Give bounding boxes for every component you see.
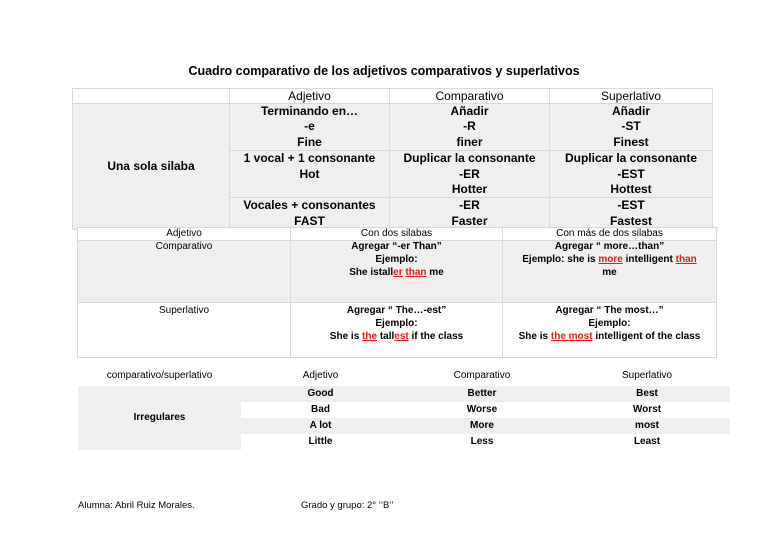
table-cell: Worse xyxy=(400,402,564,418)
header-superlativo: Superlativo xyxy=(564,368,730,384)
cell-line: -R xyxy=(463,119,476,134)
row-label: Una sola silaba xyxy=(73,104,230,230)
table-cell: Little xyxy=(241,434,400,450)
table-cell: Best xyxy=(564,386,730,402)
grade-group: Grado y grupo: 2° ‘’B’’ xyxy=(301,500,394,511)
table-cell: Good xyxy=(241,386,400,402)
cell-line: Duplicar la consonante xyxy=(564,151,698,166)
two-syllable-table xyxy=(77,227,717,358)
table-header-row xyxy=(73,89,713,104)
cell-line: Agregar “ The…-est” xyxy=(346,305,447,316)
cell-line: -e xyxy=(304,119,315,134)
cell-line: -ST xyxy=(621,119,641,134)
table-cell xyxy=(291,303,503,358)
header-comparativo: Comparativo xyxy=(390,89,550,104)
cell-line: me xyxy=(602,266,617,278)
cell-line: Terminando en… xyxy=(260,104,359,118)
cell-line: Añadir xyxy=(450,104,489,118)
table-cell: Worst xyxy=(564,402,730,418)
header-comparativo-superlativo: comparativo/superlativo xyxy=(78,368,241,384)
header-superlativo: Superlativo xyxy=(550,89,713,104)
cell-line xyxy=(503,331,716,344)
table-row xyxy=(78,386,730,402)
header-adjetivo: Adjetivo xyxy=(78,228,291,241)
table-cell xyxy=(390,104,550,151)
table-cell: Bad xyxy=(241,402,400,418)
cell-line xyxy=(291,331,502,344)
cell-line: Fine xyxy=(297,134,322,149)
cell-line: Hottest xyxy=(610,182,652,197)
highlight-text: more xyxy=(598,253,623,265)
table-cell xyxy=(503,303,717,358)
example-text: She istall xyxy=(349,266,394,278)
cell-line: 1 vocal + 1 consonante xyxy=(243,151,376,166)
cell-line: Duplicar la consonante xyxy=(403,151,536,166)
cell-line: Agregar “ more…than” xyxy=(554,241,665,252)
table-row xyxy=(73,104,713,151)
table-cell xyxy=(230,104,390,151)
highlight-text: er xyxy=(393,266,403,278)
example-text: intelligent xyxy=(622,253,676,265)
table-cell: More xyxy=(400,418,564,434)
table-cell: most xyxy=(564,418,730,434)
header-adjetivo: Adjetivo xyxy=(241,368,400,384)
example-text: Ejemplo: she is xyxy=(522,253,599,265)
document-title: Cuadro comparativo de los adjetivos comparativos y superlativos xyxy=(188,64,580,78)
table-cell xyxy=(550,151,713,198)
student-name: Alumna: Abril Ruiz Morales. xyxy=(78,500,195,511)
table-row xyxy=(78,241,717,303)
cell-line: Fastest xyxy=(609,213,653,228)
cell-line xyxy=(291,267,502,280)
example-text: intelligent of the class xyxy=(592,330,701,342)
table-header-row xyxy=(78,368,730,384)
table-header-row xyxy=(78,228,717,241)
highlight-text: the xyxy=(362,330,378,342)
header-dos-silabas: Con dos silabas xyxy=(291,228,503,241)
cell-line: Ejemplo: xyxy=(375,317,418,329)
cell-line: Ejemplo: xyxy=(588,317,631,329)
table-cell xyxy=(550,198,713,230)
example-text: me xyxy=(426,266,444,278)
cell-line: -EST xyxy=(617,166,645,181)
cell-line: Ejemplo: xyxy=(375,253,418,265)
table-cell: Least xyxy=(564,434,730,450)
highlight-text: than xyxy=(405,266,427,278)
cell-line: -ER xyxy=(459,166,480,181)
table-cell: A lot xyxy=(241,418,400,434)
table-cell xyxy=(230,198,390,230)
example-text: She is xyxy=(329,330,363,342)
row-label-irregulares: Irregulares xyxy=(78,386,241,450)
table-cell: Better xyxy=(400,386,564,402)
table-row xyxy=(78,303,717,358)
row-label-superlativo: Superlativo xyxy=(78,303,291,358)
irregular-table xyxy=(78,368,730,450)
cell-line: Hotter xyxy=(451,182,488,197)
table-cell xyxy=(390,151,550,198)
cell-line: -EST xyxy=(617,198,645,213)
table-cell: Less xyxy=(400,434,564,450)
header-comparativo: Comparativo xyxy=(400,368,564,384)
example-text: She is xyxy=(518,330,551,342)
cell-line: Agregar “-er Than” xyxy=(351,241,442,252)
table-cell xyxy=(503,241,717,303)
header-mas-silabas: Con más de dos silabas xyxy=(503,228,717,241)
header-empty xyxy=(73,89,230,104)
one-syllable-table xyxy=(72,88,713,230)
cell-line: Vocales + consonantes xyxy=(243,198,376,213)
cell-line: Añadir xyxy=(611,104,650,118)
highlight-text: est xyxy=(394,330,409,342)
cell-line: Agregar “ The most…” xyxy=(555,305,664,316)
example-text: if the class xyxy=(408,330,464,342)
cell-line xyxy=(503,254,716,267)
table-cell xyxy=(550,104,713,151)
table-cell xyxy=(390,198,550,230)
table-cell xyxy=(291,241,503,303)
cell-line: Hot xyxy=(299,166,320,181)
cell-line: FAST xyxy=(294,213,325,228)
cell-line: -ER xyxy=(459,198,480,213)
example-text: tall xyxy=(377,330,395,342)
row-label-comparativo: Comparativo xyxy=(78,241,291,303)
cell-line: Finest xyxy=(613,134,649,149)
cell-line: Faster xyxy=(451,213,488,228)
highlight-text: the most xyxy=(550,330,593,342)
table-cell xyxy=(230,151,390,198)
cell-line: finer xyxy=(456,134,483,149)
header-adjetivo: Adjetivo xyxy=(230,89,390,104)
highlight-text: than xyxy=(675,253,697,265)
